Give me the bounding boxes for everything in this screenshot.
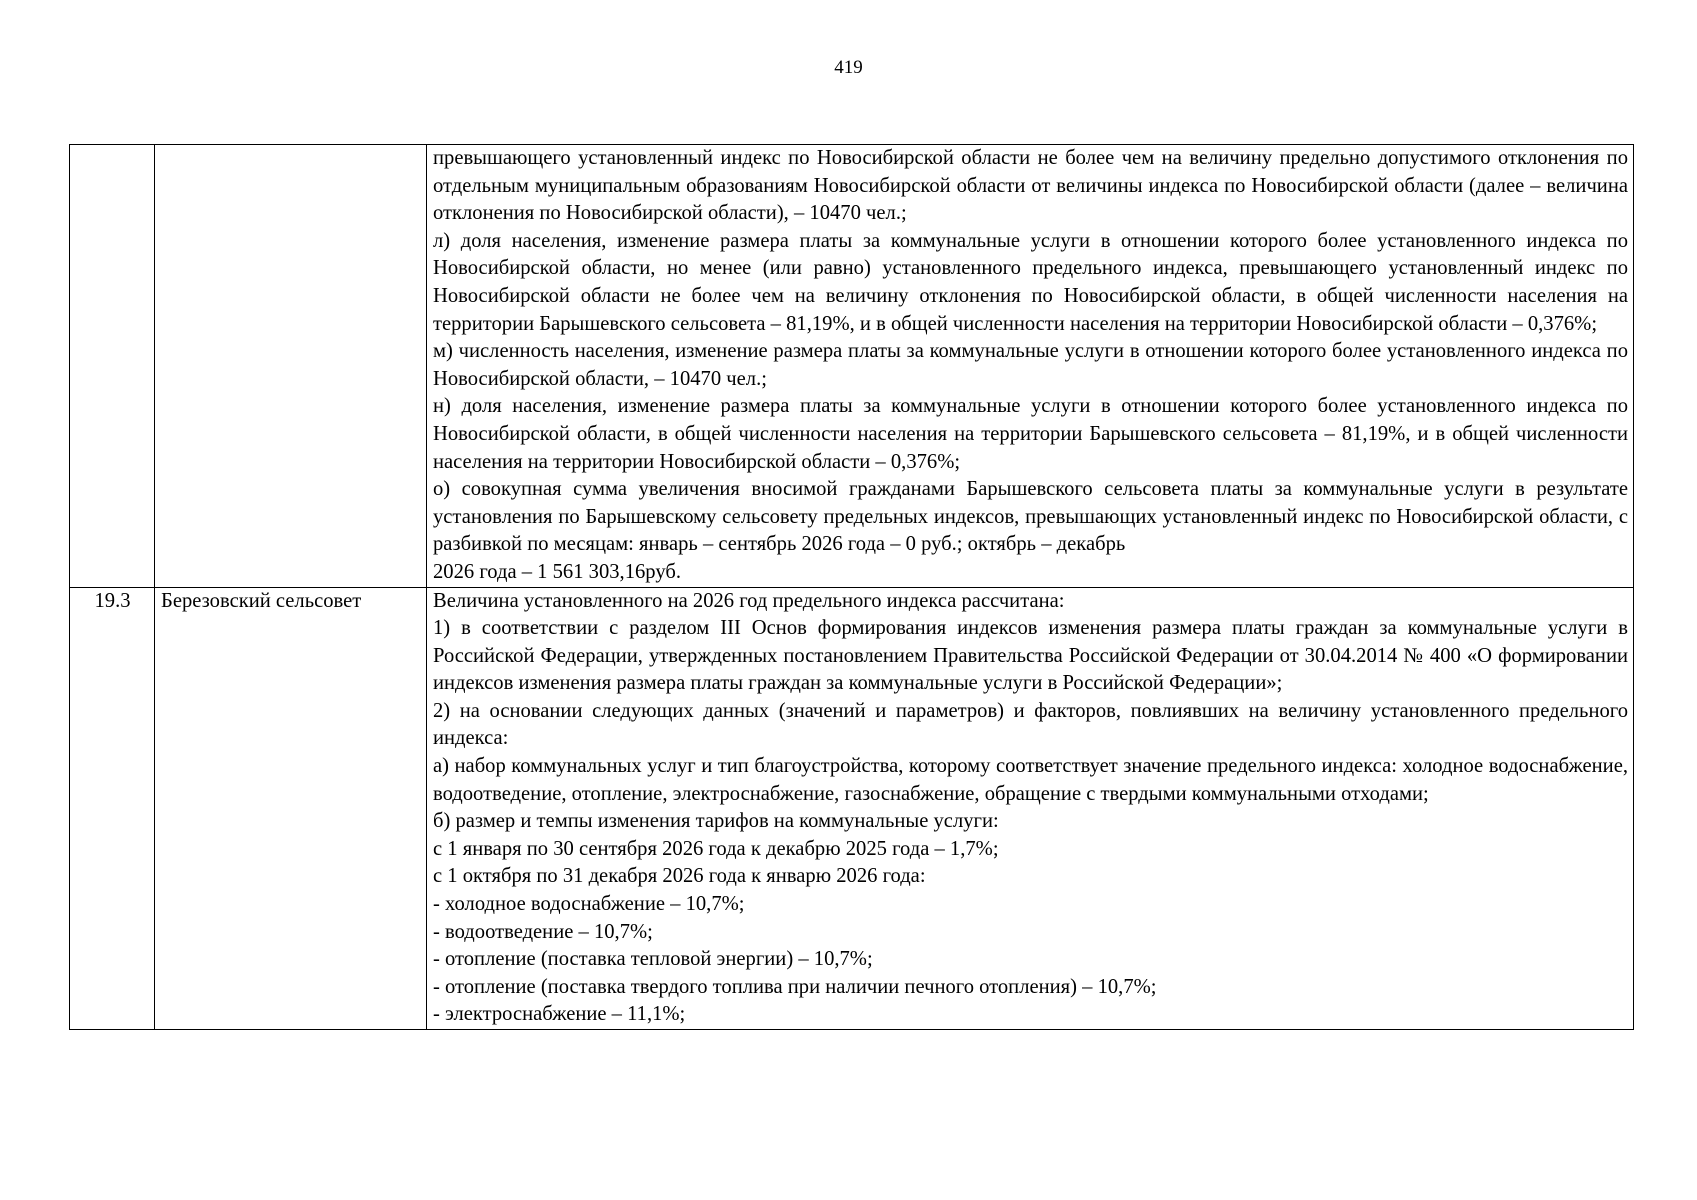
paragraph: с 1 октября по 31 декабря 2026 года к январю 2026 года: bbox=[433, 865, 926, 888]
paragraph: Величина установленного на 2026 год предельного индекса рассчитана: bbox=[433, 589, 1065, 612]
paragraph: 1) в соответствии с разделом III Основ формирования индексов изменения размера платы граждан за коммунальные услуги в Российской Федерации, утвержденных постановлением Правительства Российской Федерации от 30.04.2014 № 400 «О формировании индексов изменения размера платы граждан за коммунальные услуги в Российской Федерации»; bbox=[433, 617, 1628, 695]
page-number: 419 bbox=[834, 57, 863, 78]
paragraph: с 1 января по 30 сентября 2026 года к декабрю 2025 года – 1,7%; bbox=[433, 837, 999, 860]
municipality-name-cell bbox=[155, 145, 427, 588]
row-number-cell bbox=[70, 145, 155, 588]
paragraph: - электроснабжение – 11,1%; bbox=[433, 1003, 686, 1026]
paragraph: б) размер и темпы изменения тарифов на коммунальные услуги: bbox=[433, 810, 999, 833]
paragraph: н) доля населения, изменение размера платы за коммунальные услуги в отношении которого более установленного индекса по Новосибирской области, в общей численности населения на территории Барышевского сельсовета – 81,19%, и в общей численности населения на территории Новосибирской области – 0,376%; bbox=[433, 395, 1628, 473]
paragraph: - водоотведение – 10,7%; bbox=[433, 920, 653, 943]
municipality-name-cell: Березовский сельсовет bbox=[155, 587, 427, 1030]
paragraph: 2026 года – 1 561 303,16руб. bbox=[433, 560, 681, 583]
document-table bbox=[69, 144, 1634, 1030]
description-cell bbox=[427, 587, 1634, 1030]
paragraph: - холодное водоснабжение – 10,7%; bbox=[433, 893, 745, 916]
paragraph: л) доля населения, изменение размера платы за коммунальные услуги в отношении которого более установленного индекса по Новосибирской области, но менее (или равно) установленного предельного индекса, превышающего установленный индекс по Новосибирской области не более чем на величину отклонения по Новосибирской области, в общей численности населения на территории Барышевского сельсовета – 81,19%, и в общей численности населения на территории Новосибирской области – 0,376%; bbox=[433, 229, 1628, 335]
row-number-cell: 19.3 bbox=[70, 587, 155, 1030]
paragraph: а) набор коммунальных услуг и тип благоустройства, которому соответствует значение предельного индекса: холодное водоснабжение, водоотведение, отопление, электроснабжение, газоснабжение, обращение с твердыми коммунальными отходами; bbox=[433, 755, 1628, 805]
description-cell bbox=[427, 145, 1634, 588]
table-row bbox=[70, 145, 1634, 588]
paragraph: 2) на основании следующих данных (значений и параметров) и факторов, повлиявших на величину установленного предельного индекса: bbox=[433, 699, 1628, 750]
paragraph: превышающего установленный индекс по Новосибирской области не более чем на величину предельно допустимого отклонения по отдельным муниципальным образованиям Новосибирской области от величины индекса по Новосибирской области (далее – величина отклонения по Новосибирской области), – 10470 чел.; bbox=[433, 147, 1628, 225]
paragraph: - отопление (поставка твердого топлива при наличии печного отопления) – 10,7%; bbox=[433, 975, 1157, 998]
paragraph: о) совокупная сумма увеличения вносимой гражданами Барышевского сельсовета платы за коммунальные услуги в результате установления по Барышевскому сельсовету предельных индексов, превышающих установленный индекс по Новосибирской области, с разбивкой по месяцам: январь – сентябрь 2026 года – 0 руб.; октябрь – декабрь bbox=[433, 478, 1628, 556]
paragraph: м) численность населения, изменение размера платы за коммунальные услуги в отношении которого более установленного индекса по Новосибирской области, – 10470 чел.; bbox=[433, 340, 1628, 390]
table-row bbox=[70, 587, 1634, 1030]
paragraph: - отопление (поставка тепловой энергии) – 10,7%; bbox=[433, 948, 873, 971]
